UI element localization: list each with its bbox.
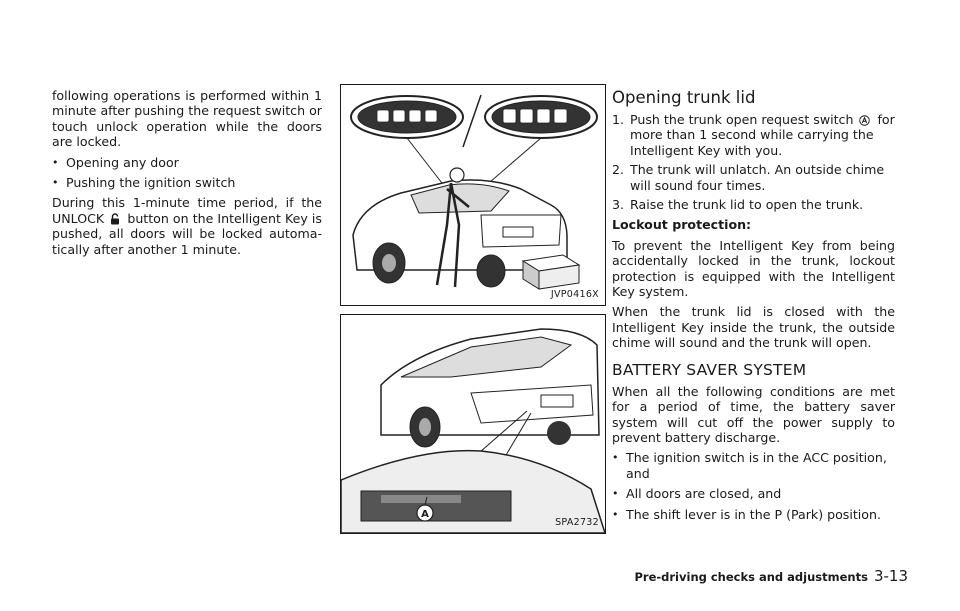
- page-number: 3-13: [873, 567, 908, 585]
- bullet-item: • The ignition switch is in the ACC position, and: [612, 450, 895, 481]
- lockout-title: Lockout protection:: [612, 217, 752, 233]
- step-number: 1.: [612, 112, 625, 127]
- step-text-end: for more than 1 second while carrying the Intelligent Key with you.: [630, 112, 895, 158]
- step-item: [612, 162, 895, 193]
- step-number: 3.: [612, 197, 625, 213]
- lockout-paragraph: When the trunk lid is closed with the Intelligent Key inside the trunk, the outside chime will sound and the trunk will open.: [612, 304, 895, 351]
- page-footer: [634, 566, 908, 585]
- step-text: Raise the trunk lid to open the trunk.: [630, 197, 864, 213]
- figure-trunk-switch: [340, 314, 606, 534]
- step-text-start: Push the trunk open request switch: [630, 112, 854, 127]
- unlock-paragraph-start: During this 1-minute time period, if the UNLOCK: [52, 195, 322, 226]
- unlock-paragraph: [52, 195, 322, 257]
- bullet-item: • The shift lever is in the P (Park) position.: [612, 507, 895, 522]
- callout-a-icon: [859, 115, 870, 126]
- step-number: 2.: [612, 162, 625, 178]
- bullet-item: • Pushing the ignition switch: [52, 175, 322, 190]
- intro-paragraph: following operations is performed within 1 minute after pushing the request switch or touch unlock operation while the doors are locked.: [52, 88, 322, 150]
- figure-trunk-switch-illustration: [341, 315, 605, 533]
- bullet-item: • All doors are closed, and: [612, 486, 895, 501]
- unlock-icon: [110, 213, 120, 225]
- callout-a-label: A: [421, 509, 429, 520]
- section-heading-opening-trunk-lid: Opening trunk lid: [612, 88, 756, 107]
- unlock-paragraph-end: button on the Intelligent Key is pushed, all doors will be locked automa-tically after another 1 minute.: [52, 210, 322, 257]
- left-column: [52, 88, 322, 257]
- figure-code-jvp0416x: JVP0416X: [550, 289, 599, 300]
- step-item: [612, 197, 895, 212]
- figure-trunk-opening-illustration: [341, 85, 605, 305]
- lockout-paragraph: To prevent the Intelligent Key from being accidentally locked in the trunk, lockout protection is equipped with the Intelligent Key system.: [612, 237, 895, 300]
- footer-section-title: Pre-driving checks and adjustments: [634, 570, 868, 584]
- battery-paragraph: When all the following conditions are met for a period of time, the battery saver system will cut off the power supply to prevent battery discharge.: [612, 383, 895, 445]
- section-heading-battery-saver: BATTERY SAVER SYSTEM: [612, 360, 807, 379]
- step-item: [612, 112, 895, 158]
- figure-code-spa2732: SPA2732: [555, 517, 599, 528]
- right-column: [612, 88, 895, 522]
- bullet-item: • Opening any door: [52, 155, 322, 170]
- step-text: The trunk will unlatch. An outside chime will sound four times.: [630, 162, 885, 193]
- figure-trunk-opening: [340, 84, 606, 306]
